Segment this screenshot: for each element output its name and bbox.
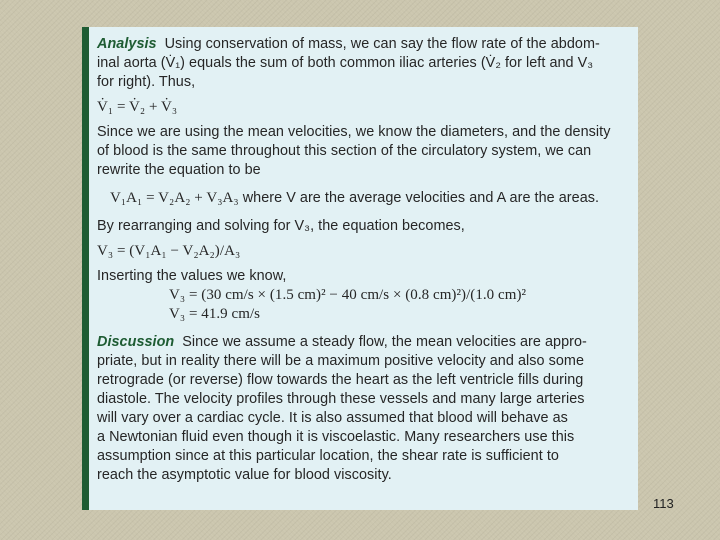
textbook-excerpt-panel	[82, 27, 638, 510]
discussion-line-4: diastole. The velocity profiles through these vessels and many large arteries	[97, 391, 585, 407]
para3: By rearranging and solving for V₃, the equation becomes,	[97, 218, 465, 234]
para2-line-3: rewrite the equation to be	[97, 162, 261, 178]
discussion-line-2: priate, but in reality there will be a maximum positive velocity and also some	[97, 353, 584, 369]
discussion-line-5: will vary over a cardiac cycle. It is also assumed that blood will behave as	[97, 410, 568, 426]
analysis-text-1: Using conservation of mass, we can say the flow rate of the abdom-	[164, 36, 600, 52]
equation-velocity-area: V₁A₁ = V₂A₂ + V₃A₃	[110, 190, 239, 206]
discussion-text-1: Since we assume a steady flow, the mean velocities are appro-	[182, 334, 587, 350]
excerpt-content	[97, 35, 623, 485]
para2-line-1: Since we are using the mean velocities, we know the diameters, and the density	[97, 124, 611, 140]
equation-result: V₃ = 41.9 cm/s	[169, 306, 261, 322]
equation-solved-v3: V₃ = (V₁A₁ − V₂A₂)/A₃	[97, 243, 241, 259]
discussion-line-6: a Newtonian fluid even though it is viscoelastic. Many researchers use this	[97, 429, 575, 445]
analysis-line-2: inal aorta (V̇₁) equals the sum of both common iliac arteries (V̇₂ for left and V₃	[97, 55, 594, 71]
equation-velocity-area-line	[97, 189, 623, 208]
analysis-line-1	[97, 35, 623, 54]
para4: Inserting the values we know,	[97, 268, 287, 284]
analysis-line-3: for right). Thus,	[97, 74, 196, 90]
analysis-label: Analysis	[97, 36, 157, 52]
discussion-label: Discussion	[97, 334, 175, 350]
equation-velocity-area-note: where V are the average velocities and A are the areas.	[238, 190, 600, 206]
discussion-line-3: retrograde (or reverse) flow towards the heart as the left ventricle fills during	[97, 372, 584, 388]
para2-line-2: of blood is the same throughout this section of the circulatory system, we can	[97, 143, 592, 159]
equation-substitution: V₃ = (30 cm/s × (1.5 cm)² − 40 cm/s × (0.8 cm)²)/(1.0 cm)²	[169, 287, 527, 303]
discussion-line-8: reach the asymptotic value for blood viscosity.	[97, 467, 392, 483]
page-number: 113	[653, 496, 674, 511]
discussion-line-1	[97, 333, 623, 352]
accent-bar	[82, 27, 89, 510]
equation-flow-rates: V̇₁ = V̇₂ + V̇₃	[97, 99, 178, 115]
discussion-line-7: assumption since at this particular location, the shear rate is sufficient to	[97, 448, 559, 464]
